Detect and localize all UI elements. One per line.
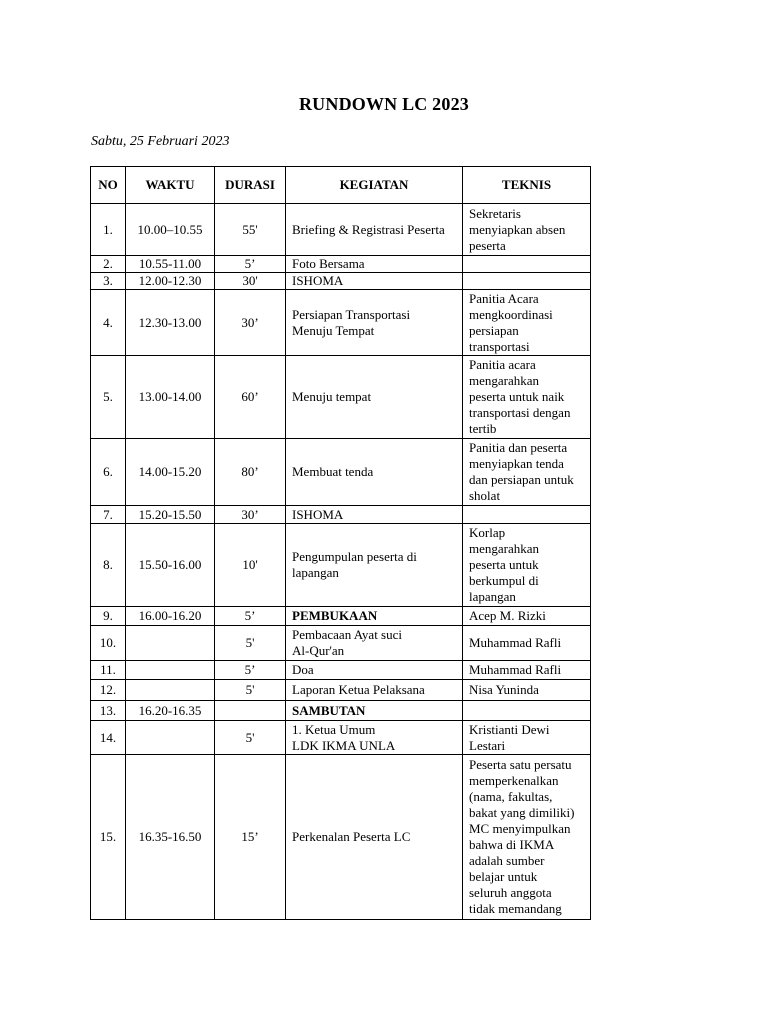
- table-row: [91, 524, 591, 607]
- cell-teknis: Sekretaris menyiapkan absen peserta: [463, 204, 591, 256]
- cell-teknis: Panitia Acara mengkoordinasi persiapan transportasi: [463, 290, 591, 356]
- cell-teknis: Muhammad Rafli: [463, 626, 591, 661]
- cell-waktu: 12.30-13.00: [126, 290, 215, 356]
- cell-waktu: 15.50-16.00: [126, 524, 215, 607]
- cell-waktu: 16.20-16.35: [126, 701, 215, 721]
- cell-durasi: 30’: [215, 506, 286, 524]
- cell-no: 9.: [91, 607, 126, 626]
- cell-waktu: 14.00-15.20: [126, 439, 215, 506]
- table-row: [91, 256, 591, 273]
- cell-kegiatan: Briefing & Registrasi Peserta: [286, 204, 463, 256]
- cell-no: 12.: [91, 680, 126, 701]
- table-row: [91, 721, 591, 755]
- header-teknis: TEKNIS: [463, 167, 591, 204]
- cell-no: 6.: [91, 439, 126, 506]
- cell-waktu: [126, 626, 215, 661]
- cell-kegiatan: Laporan Ketua Pelaksana: [286, 680, 463, 701]
- page-title: RUNDOWN LC 2023: [298, 94, 469, 114]
- cell-durasi: 80’: [215, 439, 286, 506]
- cell-durasi: 30’: [215, 290, 286, 356]
- cell-waktu: 10.00–10.55: [126, 204, 215, 256]
- table-row: [91, 680, 591, 701]
- table-row: [91, 290, 591, 356]
- cell-no: 2.: [91, 256, 126, 273]
- cell-no: 3.: [91, 273, 126, 290]
- table-row: [91, 356, 591, 439]
- cell-teknis: Muhammad Rafli: [463, 661, 591, 680]
- cell-kegiatan: ISHOMA: [286, 273, 463, 290]
- cell-teknis: Korlap mengarahkan peserta untuk berkumpul di lapangan: [463, 524, 591, 607]
- cell-durasi: 5': [215, 626, 286, 661]
- cell-no: 14.: [91, 721, 126, 755]
- rundown-table: [90, 166, 591, 920]
- table-row: [91, 607, 591, 626]
- table-row: [91, 273, 591, 290]
- cell-no: 5.: [91, 356, 126, 439]
- cell-waktu: [126, 661, 215, 680]
- cell-kegiatan: Menuju tempat: [286, 356, 463, 439]
- cell-durasi: 30': [215, 273, 286, 290]
- cell-teknis: Panitia acara mengarahkan peserta untuk naik transportasi dengan tertib: [463, 356, 591, 439]
- cell-waktu: 12.00-12.30: [126, 273, 215, 290]
- cell-no: 4.: [91, 290, 126, 356]
- cell-teknis: Kristianti Dewi Lestari: [463, 721, 591, 755]
- header-durasi: DURASI: [215, 167, 286, 204]
- cell-no: 7.: [91, 506, 126, 524]
- cell-waktu: 10.55-11.00: [126, 256, 215, 273]
- cell-kegiatan: Foto Bersama: [286, 256, 463, 273]
- cell-waktu: 16.35-16.50: [126, 755, 215, 920]
- cell-kegiatan: Persiapan Transportasi Menuju Tempat: [286, 290, 463, 356]
- cell-no: 1.: [91, 204, 126, 256]
- cell-waktu: [126, 680, 215, 701]
- cell-teknis: Nisa Yuninda: [463, 680, 591, 701]
- cell-teknis: [463, 701, 591, 721]
- table-header-row: [91, 167, 591, 204]
- table-row: [91, 701, 591, 721]
- header-kegiatan: KEGIATAN: [286, 167, 463, 204]
- cell-teknis: Panitia dan peserta menyiapkan tenda dan persiapan untuk sholat: [463, 439, 591, 506]
- cell-durasi: [215, 701, 286, 721]
- cell-teknis: Acep M. Rizki: [463, 607, 591, 626]
- cell-teknis: [463, 256, 591, 273]
- table-row: [91, 439, 591, 506]
- cell-kegiatan: Membuat tenda: [286, 439, 463, 506]
- cell-kegiatan: Doa: [286, 661, 463, 680]
- table-row: [91, 626, 591, 661]
- cell-no: 15.: [91, 755, 126, 920]
- cell-durasi: 5’: [215, 661, 286, 680]
- cell-durasi: 5': [215, 680, 286, 701]
- cell-no: 10.: [91, 626, 126, 661]
- cell-durasi: 10': [215, 524, 286, 607]
- cell-no: 13.: [91, 701, 126, 721]
- cell-durasi: 55': [215, 204, 286, 256]
- cell-waktu: 15.20-15.50: [126, 506, 215, 524]
- cell-kegiatan: Pengumpulan peserta di lapangan: [286, 524, 463, 607]
- event-date: Sabtu, 25 Februari 2023: [91, 134, 230, 149]
- cell-durasi: 5’: [215, 256, 286, 273]
- cell-waktu: 13.00-14.00: [126, 356, 215, 439]
- table-row: [91, 661, 591, 680]
- cell-no: 11.: [91, 661, 126, 680]
- cell-durasi: 5’: [215, 607, 286, 626]
- cell-waktu: [126, 721, 215, 755]
- header-no: NO: [91, 167, 126, 204]
- cell-kegiatan: 1. Ketua Umum LDK IKMA UNLA: [286, 721, 463, 755]
- cell-kegiatan: ISHOMA: [286, 506, 463, 524]
- cell-teknis: Peserta satu persatu memperkenalkan (nama, fakultas, bakat yang dimiliki) MC menyimpulkan bahwa di IKMA adalah sumber belajar untuk seluruh anggota tidak memandang: [463, 755, 591, 920]
- table-row: [91, 506, 591, 524]
- cell-kegiatan: Perkenalan Peserta LC: [286, 755, 463, 920]
- cell-kegiatan: SAMBUTAN: [286, 701, 463, 721]
- table-row: [91, 755, 591, 920]
- cell-teknis: [463, 506, 591, 524]
- cell-teknis: [463, 273, 591, 290]
- cell-no: 8.: [91, 524, 126, 607]
- header-waktu: WAKTU: [126, 167, 215, 204]
- cell-durasi: 60’: [215, 356, 286, 439]
- cell-durasi: 5': [215, 721, 286, 755]
- cell-kegiatan: PEMBUKAAN: [286, 607, 463, 626]
- cell-durasi: 15’: [215, 755, 286, 920]
- cell-waktu: 16.00-16.20: [126, 607, 215, 626]
- cell-kegiatan: Pembacaan Ayat suci Al-Qur'an: [286, 626, 463, 661]
- table-row: [91, 204, 591, 256]
